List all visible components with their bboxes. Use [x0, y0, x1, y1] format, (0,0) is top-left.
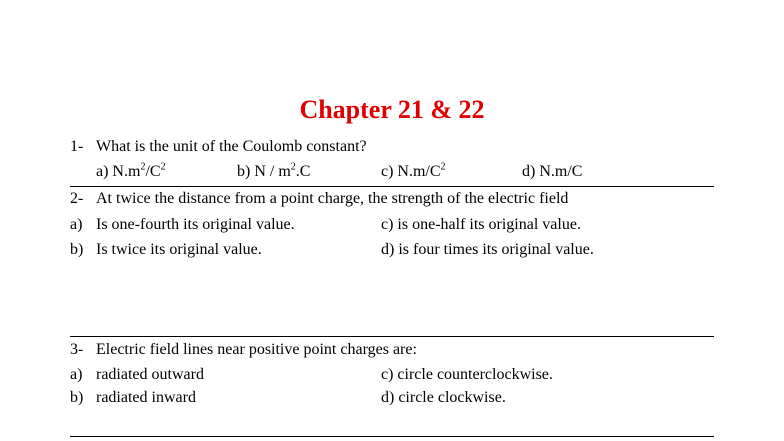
q1-option-c-prefix: c) N.m/C	[381, 163, 441, 180]
q1-option-c	[381, 162, 446, 182]
q3-number: 3-	[70, 341, 84, 358]
q1-number: 1-	[70, 138, 84, 155]
q3-option-c: c) circle counterclockwise.	[381, 366, 553, 383]
q2-option-b: Is twice its original value.	[96, 241, 262, 258]
q2-number: 2-	[70, 190, 84, 207]
q1-option-a-prefix: a) N.m	[96, 163, 141, 180]
q3-option-a-letter: a)	[70, 366, 83, 383]
q2-option-a-letter: a)	[70, 216, 83, 233]
chapter-title: Chapter 21 & 22	[299, 95, 485, 124]
q2-text: At twice the distance from a point charge, the strength of the electric field	[96, 190, 569, 207]
q1-text: What is the unit of the Coulomb constant?	[96, 138, 367, 155]
divider-1	[70, 186, 714, 187]
q3-option-b-letter: b)	[70, 389, 84, 406]
q2-option-c: c) is one-half its original value.	[381, 216, 581, 233]
q1-option-a-sup2: 2	[160, 161, 166, 173]
q3-option-b: radiated inward	[96, 389, 196, 406]
q1-option-a-mid: /C	[145, 163, 161, 180]
q3-option-d: d) circle clockwise.	[381, 389, 506, 406]
q3-option-a: radiated outward	[96, 366, 204, 383]
q3-text: Electric field lines near positive point charges are:	[96, 341, 417, 358]
divider-3	[70, 436, 714, 437]
q2-option-d: d) is four times its original value.	[381, 241, 594, 258]
divider-2	[70, 336, 714, 337]
q1-option-a-sup1: 2	[140, 161, 146, 173]
q1-option-b-sup1: 2	[290, 161, 296, 173]
q2-option-a: Is one-fourth its original value.	[96, 216, 295, 233]
q1-option-b	[237, 162, 310, 182]
q1-option-c-sup1: 2	[440, 161, 446, 173]
q1-option-d: d) N.m/C	[522, 163, 583, 180]
q1-option-b-prefix: b) N / m	[237, 163, 291, 180]
q2-option-b-letter: b)	[70, 241, 84, 258]
q1-option-b-suffix: .C	[295, 163, 311, 180]
q1-option-a	[96, 162, 166, 182]
